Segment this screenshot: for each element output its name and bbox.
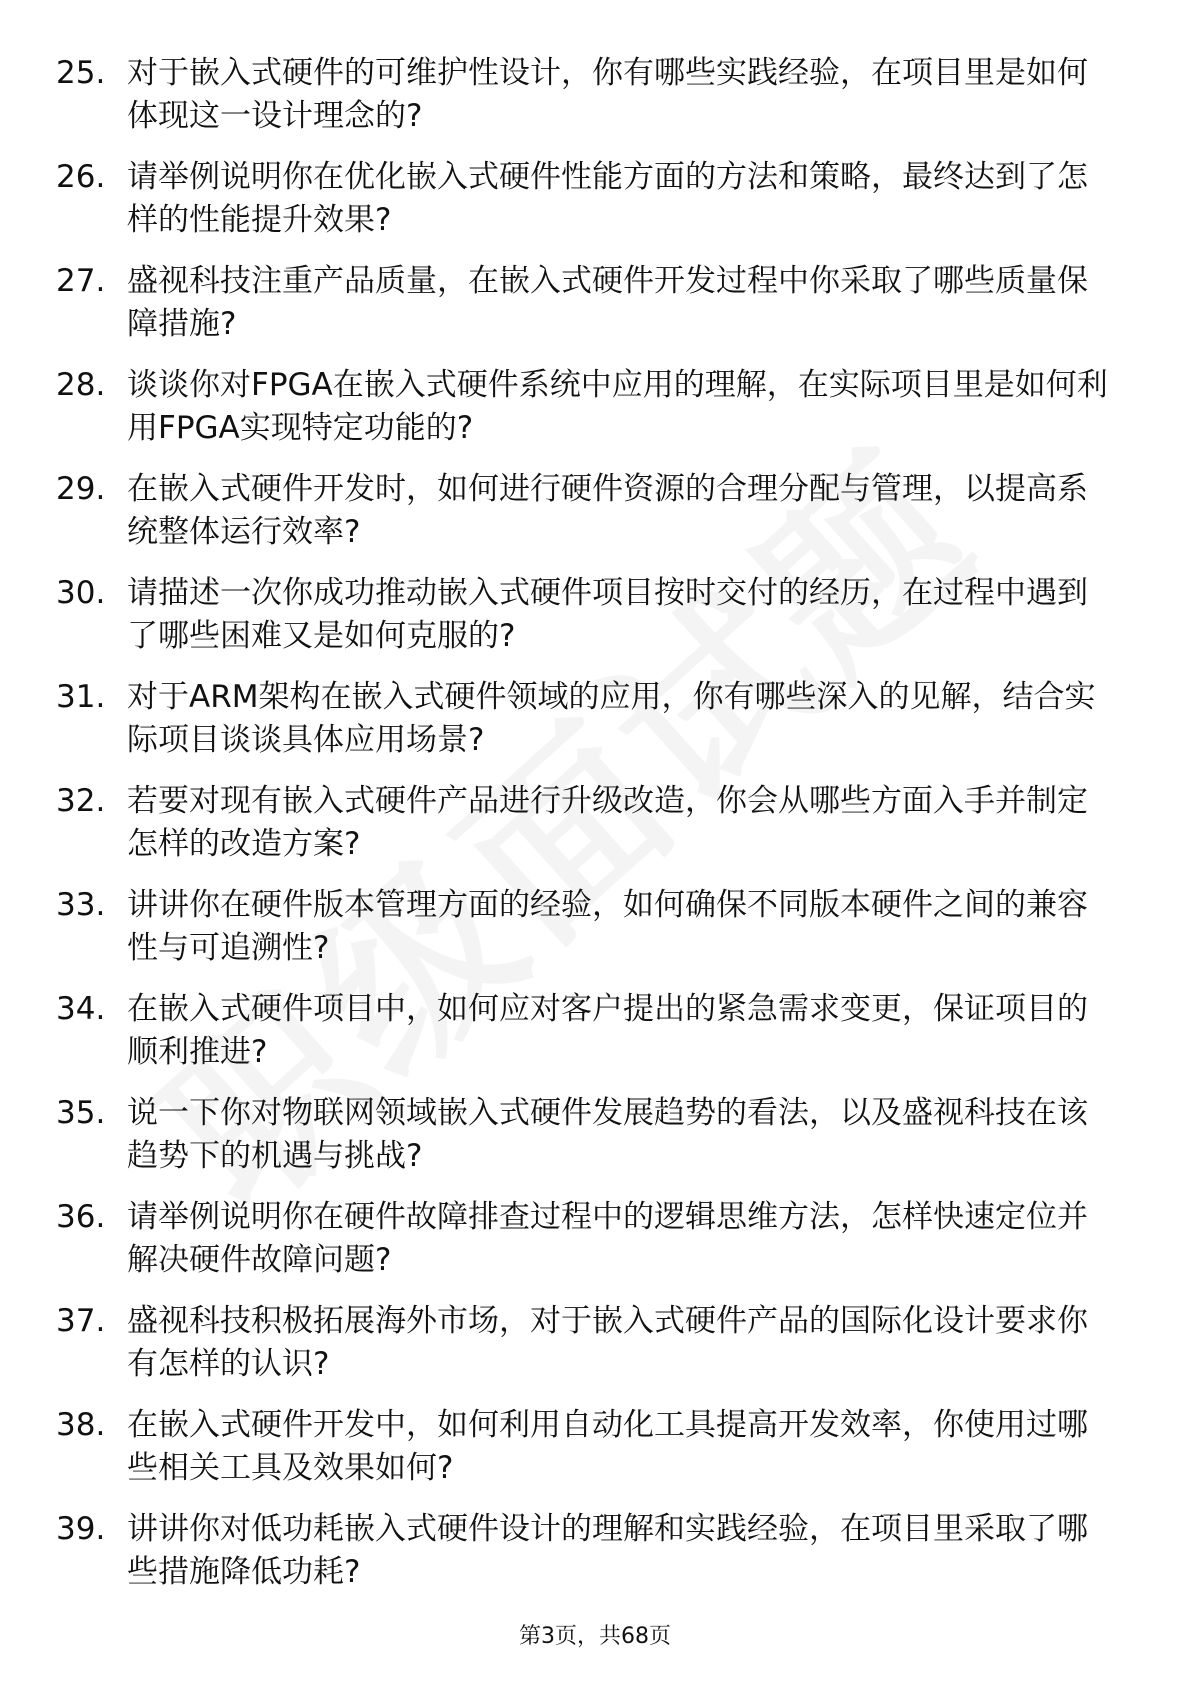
- question-number: 35.: [56, 1095, 106, 1131]
- list-item: [0, 1404, 1190, 1508]
- list-item: [0, 884, 1190, 988]
- question-text: 请举例说明你在优化嵌入式硬件性能方面的方法和策略，最终达到了怎样的性能提升效果?: [127, 159, 1088, 238]
- question-number: 38.: [56, 1407, 106, 1443]
- list-item: [0, 988, 1190, 1092]
- list-item: [0, 676, 1190, 780]
- list-item: [0, 468, 1190, 572]
- question-text: 盛视科技注重产品质量，在嵌入式硬件开发过程中你采取了哪些质量保障措施?: [127, 263, 1088, 342]
- list-item: [0, 156, 1190, 260]
- question-number: 36.: [56, 1199, 106, 1235]
- question-number: 31.: [56, 679, 106, 715]
- question-number: 28.: [56, 367, 106, 403]
- page-footer: 第3页，共68页: [519, 1624, 671, 1649]
- question-text: 若要对现有嵌入式硬件产品进行升级改造，你会从哪些方面入手并制定怎样的改造方案?: [127, 783, 1088, 862]
- question-text: 谈谈你对FPGA在嵌入式硬件系统中应用的理解，在实际项目里是如何利用FPGA实现特定功能的?: [127, 367, 1108, 446]
- question-text: 说一下你对物联网领域嵌入式硬件发展趋势的看法，以及盛视科技在该趋势下的机遇与挑战?: [127, 1095, 1088, 1174]
- question-number: 26.: [56, 159, 106, 195]
- list-item: [0, 572, 1190, 676]
- list-item: [0, 52, 1190, 156]
- list-item: [0, 780, 1190, 884]
- question-list: [0, 52, 1190, 1612]
- question-number: 30.: [56, 575, 106, 611]
- question-text: 请举例说明你在硬件故障排查过程中的逻辑思维方法，怎样快速定位并解决硬件故障问题?: [127, 1199, 1088, 1278]
- question-text: 在嵌入式硬件项目中，如何应对客户提出的紧急需求变更，保证项目的顺利推进?: [127, 991, 1088, 1070]
- question-text: 盛视科技积极拓展海外市场，对于嵌入式硬件产品的国际化设计要求你有怎样的认识?: [127, 1303, 1088, 1382]
- question-text: 在嵌入式硬件开发时，如何进行硬件资源的合理分配与管理，以提高系统整体运行效率?: [127, 471, 1088, 550]
- question-number: 27.: [56, 263, 106, 299]
- list-item: [0, 1196, 1190, 1300]
- question-text: 讲讲你在硬件版本管理方面的经验，如何确保不同版本硬件之间的兼容性与可追溯性?: [127, 887, 1088, 966]
- list-item: [0, 364, 1190, 468]
- question-number: 34.: [56, 991, 106, 1027]
- question-number: 39.: [56, 1511, 106, 1547]
- list-item: [0, 1508, 1190, 1612]
- question-text: 讲讲你对低功耗嵌入式硬件设计的理解和实践经验，在项目里采取了哪些措施降低功耗?: [127, 1511, 1088, 1590]
- question-text: 请描述一次你成功推动嵌入式硬件项目按时交付的经历，在过程中遇到了哪些困难又是如何克服的?: [127, 575, 1088, 654]
- question-number: 25.: [56, 55, 106, 91]
- question-text: 对于嵌入式硬件的可维护性设计，你有哪些实践经验，在项目里是如何体现这一设计理念的?: [127, 55, 1088, 134]
- list-item: [0, 260, 1190, 364]
- question-text: 对于ARM架构在嵌入式硬件领域的应用，你有哪些深入的见解，结合实际项目谈谈具体应用场景?: [127, 679, 1096, 758]
- question-number: 29.: [56, 471, 106, 507]
- question-number: 33.: [56, 887, 106, 923]
- list-item: [0, 1092, 1190, 1196]
- list-item: [0, 1300, 1190, 1404]
- question-text: 在嵌入式硬件开发中，如何利用自动化工具提高开发效率，你使用过哪些相关工具及效果如何?: [127, 1407, 1088, 1486]
- question-number: 32.: [56, 783, 106, 819]
- question-number: 37.: [56, 1303, 106, 1339]
